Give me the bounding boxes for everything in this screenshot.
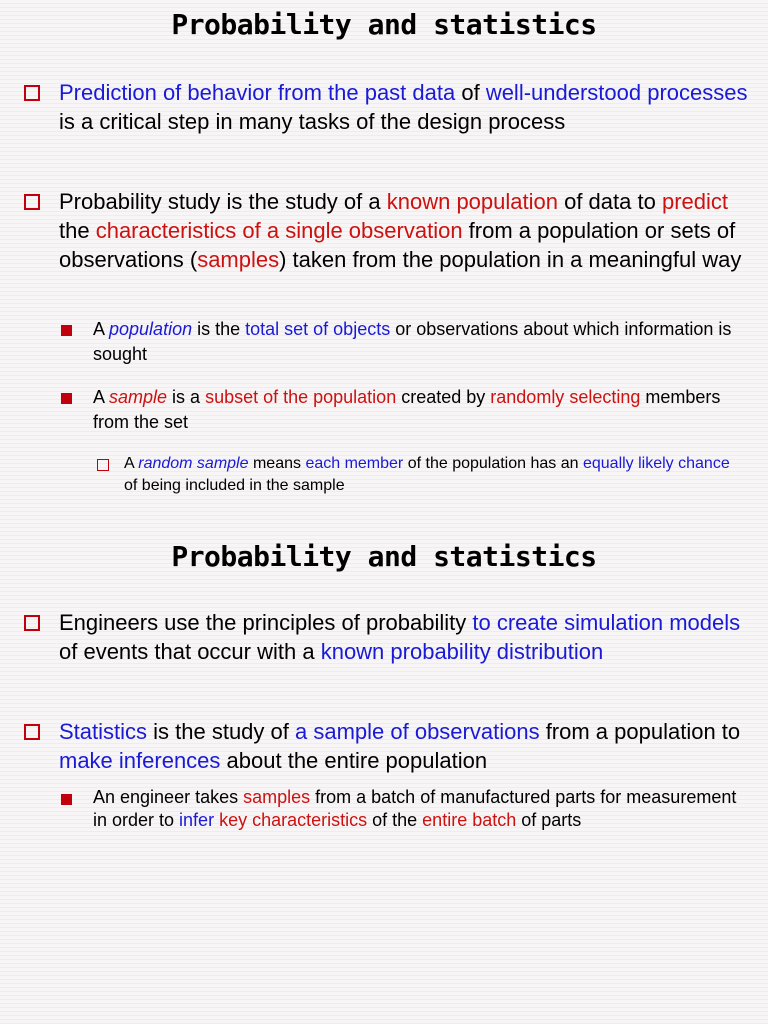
text-run: of being included in the sample [124,477,345,494]
text-run: is the study of [147,719,295,744]
text-run: Statistics [59,719,148,744]
slide-2-sub-engineer-samples [93,786,743,832]
text-run: the [59,218,96,243]
text-run: of the population has an [403,455,583,472]
text-run: is a critical step in many tasks of the design process [59,109,566,134]
text-run: from a batch of manufactured parts for measurement in order to [93,787,737,830]
filled-square-bullet-icon [61,325,72,336]
text-run: a sample of observations [295,719,540,744]
slide-1-title: Probability and statistics [171,8,597,41]
text-run: to create simulation models [472,610,741,635]
slide-2-bullet-statistics [59,717,749,775]
text-run: equally likely chance [582,455,730,472]
text-run: of [455,80,486,105]
text-run: A [93,319,110,339]
hollow-square-bullet-icon [24,724,40,740]
text-run: sample [109,387,168,407]
text-run: well-understood processes [485,80,748,105]
hollow-square-bullet-icon [24,615,40,631]
text-run: Probability study is the study of a [59,189,387,214]
text-run: from a population to [539,719,741,744]
text-run: Engineers use the principles of probability [59,610,473,635]
text-run: is the [192,319,246,339]
hollow-square-bullet-icon [24,194,40,210]
text-run: entire batch [422,810,517,830]
slide-1-bullet-probability-study [59,187,749,274]
slide-2-title: Probability and statistics [171,540,597,573]
text-run: of data to [557,189,662,214]
text-run: of parts [516,810,582,830]
text-run: means [248,455,306,472]
hollow-square-bullet-icon [24,85,40,101]
text-run: samples [243,787,311,807]
filled-square-bullet-icon [61,794,72,805]
text-run: characteristics of a single observation [95,218,463,243]
text-run: A [124,455,139,472]
text-run: key characteristics [219,810,368,830]
text-run: known probability distribution [320,639,604,664]
text-run: A [93,387,110,407]
text-run: known population [386,189,558,214]
text-run: Prediction of behavior from the past data [59,80,456,105]
hollow-square-bullet-icon [97,459,109,471]
slide-2 [0,530,768,870]
text-run: from a population or sets of observations ( [59,218,736,272]
text-run: subset of the population [205,387,397,407]
text-run: each member [305,455,404,472]
slide-1-sub-population [93,317,743,367]
text-run: An engineer takes [93,787,244,807]
text-run: samples [197,247,280,272]
text-run: of events that occur with a [59,639,321,664]
slide-2-bullet-engineers [59,608,749,666]
text-run: predict [661,189,728,214]
text-run: or observations about which information is sought [93,319,732,364]
text-run: created by [396,387,491,407]
text-run: total set of objects [245,319,391,339]
slide-1-sub-sample [93,385,743,435]
text-run: is a [167,387,206,407]
text-run: members from the set [93,387,721,432]
text-run: population [109,319,193,339]
text-run: infer [179,810,215,830]
text-run: randomly selecting [490,387,641,407]
text-run: ) taken from the population in a meaningful way [279,247,742,272]
text-run: make inferences [59,748,221,773]
filled-square-bullet-icon [61,393,72,404]
text-run: random sample [138,455,249,472]
text-run: about the entire population [220,748,488,773]
text-run: of the [367,810,423,830]
slide-1-bullet-prediction [59,78,749,136]
slide-1-subsub-random-sample [124,453,744,497]
